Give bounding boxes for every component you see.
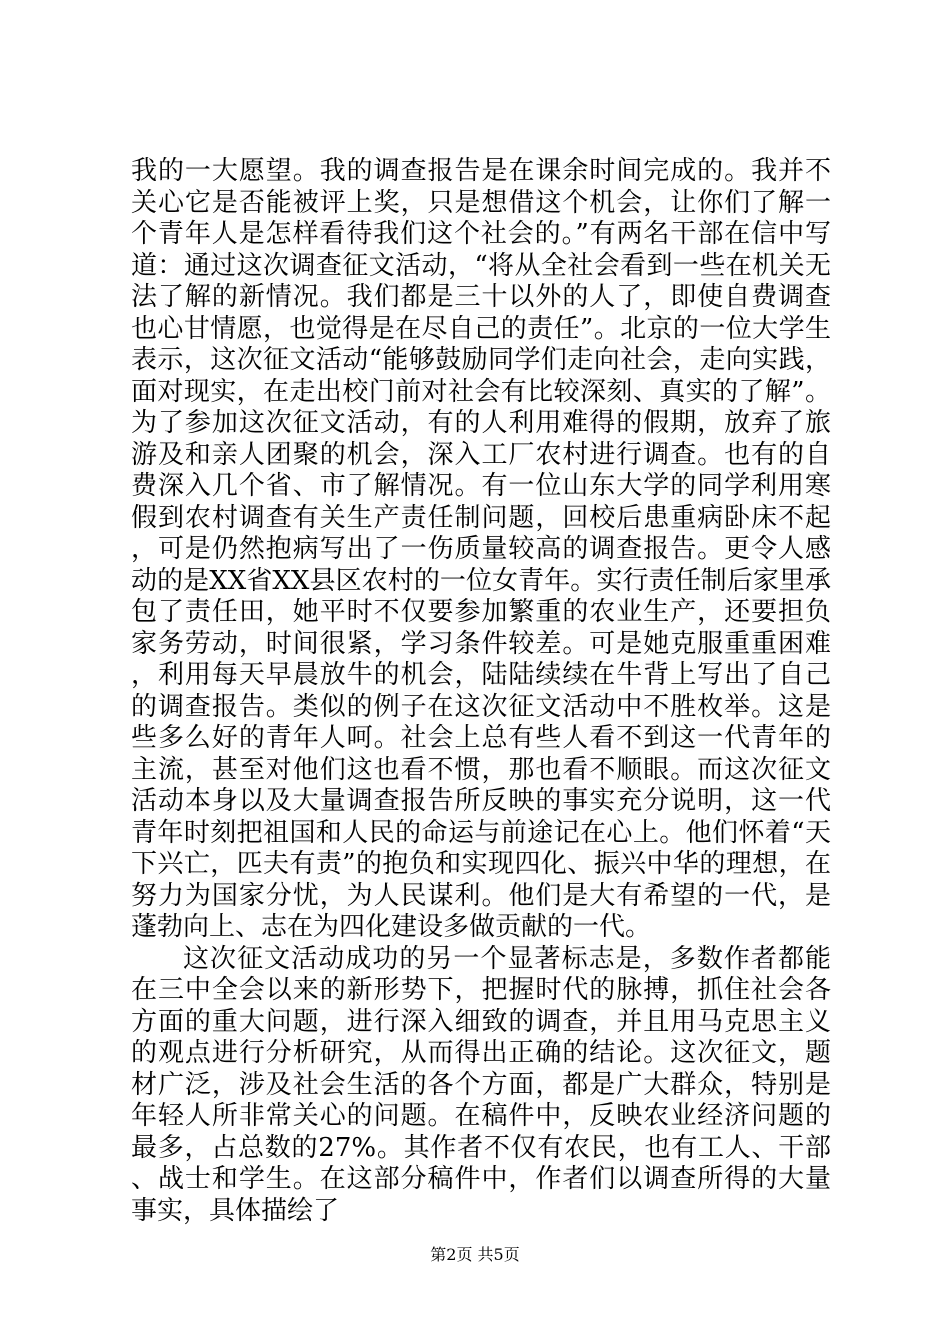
page-footer: 第2页 共5页	[430, 1245, 520, 1264]
body-text	[131, 156, 831, 1227]
paragraph-second: 这次征文活动成功的另一个显著标志是，多数作者都能在三中全会以来的新形势下，把握时代的脉搏，抓住社会各方面的重大问题，进行深入细致的调查，并且用马克思主义的观点进行分析研究，从而得出正确的结论。这次征文，题材广泛，涉及社会生活的各个方面，都是广大群众，特别是年轻人所非常关心的问题。在稿件中，反映农业经济问题的最多，占总数的27%。其作者不仅有农民，也有工人、干部、战士和学生。在这部分稿件中，作者们以调查所得的大量事实，具体描绘了	[131, 943, 831, 1226]
paragraph-continued: 我的一大愿望。我的调查报告是在课余时间完成的。我并不关心它是否能被评上奖，只是想借这个机会，让你们了解一个青年人是怎样看待我们这个社会的。”有两名干部在信中写道：通过这次调查征文活动，“将从全社会看到一些在机关无法了解的新情况。我们都是三十以外的人了，即使自费调查也心甘情愿，也觉得是在尽自己的责任”。北京的一位大学生表示，这次征文活动“能够鼓励同学们走向社会，走向实践，面对现实，在走出校门前对社会有比较深刻、真实的了解”。为了参加这次征文活动，有的人利用难得的假期，放弃了旅游及和亲人团聚的机会，深入工厂农村进行调查。也有的自费深入几个省、市了解情况。有一位山东大学的同学利用寒假到农村调查有关生产责任制问题，回校后患重病卧床不起，可是仍然抱病写出了一伤质量较高的调查报告。更令人感动的是XX省XX县区农村的一位女青年。实行责任制后家里承包了责任田，她平时不仅要参加繁重的农业生产，还要担负家务劳动，时间很紧，学习条件较差。可是她克服重重困难，利用每天早晨放牛的机会，陆陆续续在牛背上写出了自己的调查报告。类似的例子在这次征文活动中不胜枚举。这是些多么好的青年人呵。社会上总有些人看不到这一代青年的主流，甚至对他们这也看不惯，那也看不顺眼。而这次征文活动本身以及大量调查报告所反映的事实充分说明，这一代青年时刻把祖国和人民的命运与前途记在心上。他们怀着“天下兴亡，匹夫有责”的抱负和实现四化、振兴中华的理想，在努力为国家分忧，为人民谋利。他们是大有希望的一代，是蓬勃向上、志在为四化建设多做贡献的一代。	[131, 156, 831, 942]
